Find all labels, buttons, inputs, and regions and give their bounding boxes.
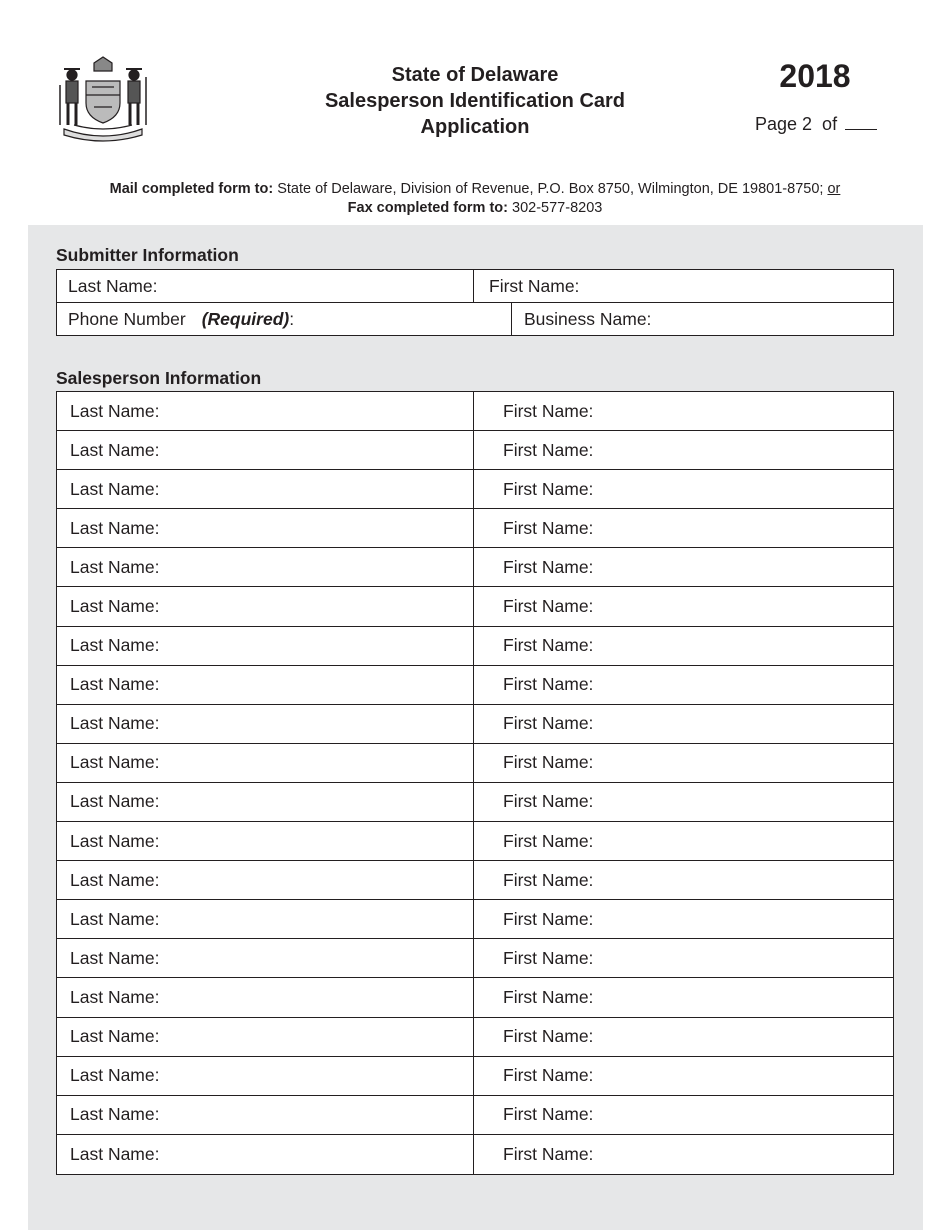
salesperson-last-name-field[interactable] [57, 509, 474, 547]
salesperson-row [57, 1018, 893, 1057]
mail-line [0, 180, 950, 199]
salesperson-first-name-field[interactable] [474, 705, 893, 743]
salesperson-last-name-field[interactable] [57, 978, 474, 1016]
salesperson-first-name-field[interactable] [474, 861, 893, 899]
salesperson-last-name-label: Last Name: [70, 713, 160, 734]
salesperson-last-name-label: Last Name: [70, 908, 160, 929]
salesperson-first-name-label: First Name: [503, 478, 594, 499]
salesperson-first-name-label: First Name: [503, 986, 594, 1007]
salesperson-table [56, 391, 894, 1175]
salesperson-first-name-label: First Name: [503, 791, 594, 812]
salesperson-first-name-label: First Name: [503, 1104, 594, 1125]
salesperson-first-name-field[interactable] [474, 822, 893, 860]
salesperson-row [57, 627, 893, 666]
salesperson-first-name-label: First Name: [503, 752, 594, 773]
mailing-instructions [0, 180, 950, 218]
salesperson-last-name-label: Last Name: [70, 1104, 160, 1125]
salesperson-last-name-field[interactable] [57, 392, 474, 430]
salesperson-last-name-field[interactable] [57, 431, 474, 469]
salesperson-last-name-label: Last Name: [70, 1026, 160, 1047]
title-line-1: State of Delaware [391, 64, 559, 86]
salesperson-first-name-label: First Name: [503, 947, 594, 968]
submitter-row-names [57, 270, 893, 303]
salesperson-first-name-field[interactable] [474, 548, 893, 586]
salesperson-last-name-field[interactable] [57, 744, 474, 782]
submitter-business-name-field[interactable] [512, 303, 893, 335]
salesperson-row [57, 392, 893, 431]
salesperson-first-name-label: First Name: [503, 1065, 594, 1086]
salesperson-first-name-label: First Name: [503, 908, 594, 929]
salesperson-row [57, 548, 893, 587]
salesperson-first-name-label: First Name: [503, 517, 594, 538]
fax-line [0, 199, 950, 218]
salesperson-last-name-label: Last Name: [70, 596, 160, 617]
salesperson-last-name-field[interactable] [57, 1057, 474, 1095]
submitter-last-name-field[interactable] [57, 270, 474, 302]
salesperson-first-name-label: First Name: [503, 713, 594, 734]
submitter-first-name-field[interactable] [474, 270, 893, 302]
salesperson-row [57, 1096, 893, 1135]
salesperson-row [57, 431, 893, 470]
salesperson-last-name-label: Last Name: [70, 1143, 160, 1164]
salesperson-last-name-field[interactable] [57, 1018, 474, 1056]
mail-label: Mail completed form to: [109, 181, 274, 197]
salesperson-last-name-label: Last Name: [70, 439, 160, 460]
salesperson-last-name-label: Last Name: [70, 556, 160, 577]
submitter-phone-field[interactable] [57, 303, 512, 335]
submitter-first-name-label: First Name: [489, 275, 580, 296]
submitter-row-contact [57, 303, 893, 335]
salesperson-row [57, 939, 893, 978]
fax-number: 302-577-8203 [508, 200, 603, 216]
submitter-last-name-label: Last Name: [68, 275, 158, 296]
page-indicator [755, 113, 877, 135]
fax-label: Fax completed form to: [347, 200, 508, 216]
salesperson-first-name-field[interactable] [474, 900, 893, 938]
salesperson-last-name-field[interactable] [57, 900, 474, 938]
salesperson-row [57, 978, 893, 1017]
salesperson-first-name-label: First Name: [503, 1026, 594, 1047]
salesperson-last-name-field[interactable] [57, 1096, 474, 1134]
title-line-3: Application [420, 116, 530, 138]
salesperson-row [57, 666, 893, 705]
salesperson-first-name-field[interactable] [474, 1018, 893, 1056]
salesperson-first-name-field[interactable] [474, 392, 893, 430]
salesperson-last-name-field[interactable] [57, 939, 474, 977]
salesperson-last-name-field[interactable] [57, 1135, 474, 1174]
salesperson-first-name-field[interactable] [474, 1057, 893, 1095]
salesperson-last-name-field[interactable] [57, 822, 474, 860]
salesperson-last-name-label: Last Name: [70, 674, 160, 695]
salesperson-heading: Salesperson Information [56, 368, 262, 388]
phone-required-label: (Required) [201, 308, 290, 329]
salesperson-first-name-label: First Name: [503, 830, 594, 851]
salesperson-last-name-field[interactable] [57, 548, 474, 586]
salesperson-last-name-field[interactable] [57, 783, 474, 821]
salesperson-first-name-field[interactable] [474, 666, 893, 704]
salesperson-last-name-field[interactable] [57, 705, 474, 743]
page-total-blank[interactable] [845, 114, 877, 130]
form-title [260, 62, 690, 140]
salesperson-row [57, 900, 893, 939]
salesperson-row [57, 509, 893, 548]
salesperson-first-name-field[interactable] [474, 509, 893, 547]
salesperson-last-name-label: Last Name: [70, 986, 160, 1007]
submitter-business-name-label: Business Name: [524, 308, 652, 329]
salesperson-row [57, 470, 893, 509]
salesperson-first-name-label: First Name: [503, 556, 594, 577]
salesperson-first-name-label: First Name: [503, 439, 594, 460]
salesperson-first-name-field[interactable] [474, 1135, 893, 1174]
salesperson-first-name-field[interactable] [474, 1096, 893, 1134]
salesperson-first-name-field[interactable] [474, 939, 893, 977]
salesperson-row [57, 744, 893, 783]
salesperson-row [57, 822, 893, 861]
salesperson-last-name-label: Last Name: [70, 830, 160, 851]
salesperson-first-name-label: First Name: [503, 869, 594, 890]
submitter-heading: Submitter Information [56, 245, 239, 265]
salesperson-last-name-label: Last Name: [70, 1065, 160, 1086]
salesperson-last-name-field[interactable] [57, 627, 474, 665]
salesperson-first-name-label: First Name: [503, 596, 594, 617]
salesperson-first-name-label: First Name: [503, 674, 594, 695]
salesperson-last-name-label: Last Name: [70, 752, 160, 773]
salesperson-last-name-label: Last Name: [70, 517, 160, 538]
salesperson-last-name-label: Last Name: [70, 400, 160, 421]
salesperson-first-name-field[interactable] [474, 744, 893, 782]
salesperson-last-name-label: Last Name: [70, 947, 160, 968]
salesperson-first-name-label: First Name: [503, 400, 594, 421]
salesperson-first-name-field[interactable] [474, 431, 893, 469]
salesperson-last-name-field[interactable] [57, 470, 474, 508]
salesperson-last-name-label: Last Name: [70, 635, 160, 656]
page-label: Page 2 of [755, 114, 838, 134]
phone-colon: : [289, 308, 295, 329]
salesperson-first-name-field[interactable] [474, 627, 893, 665]
submitter-phone-label: Phone Number [68, 308, 186, 329]
salesperson-first-name-field[interactable] [474, 587, 893, 625]
salesperson-row [57, 1135, 893, 1174]
salesperson-first-name-field[interactable] [474, 978, 893, 1016]
salesperson-last-name-label: Last Name: [70, 478, 160, 499]
salesperson-row [57, 783, 893, 822]
submitter-table [56, 269, 894, 336]
state-seal-icon [56, 55, 150, 143]
salesperson-last-name-field[interactable] [57, 861, 474, 899]
salesperson-last-name-label: Last Name: [70, 791, 160, 812]
salesperson-last-name-label: Last Name: [70, 869, 160, 890]
salesperson-row [57, 587, 893, 626]
salesperson-first-name-field[interactable] [474, 470, 893, 508]
mail-or: or [827, 181, 841, 197]
salesperson-last-name-field[interactable] [57, 666, 474, 704]
salesperson-first-name-field[interactable] [474, 783, 893, 821]
salesperson-row [57, 861, 893, 900]
form-year: 2018 [779, 58, 851, 94]
salesperson-last-name-field[interactable] [57, 587, 474, 625]
salesperson-first-name-label: First Name: [503, 1143, 594, 1164]
salesperson-row [57, 705, 893, 744]
salesperson-first-name-label: First Name: [503, 635, 594, 656]
mail-address: State of Delaware, Division of Revenue, P.O. Box 8750, Wilmington, DE 19801-8750; [273, 181, 828, 197]
salesperson-row [57, 1057, 893, 1096]
title-line-2: Salesperson Identification Card [324, 90, 626, 112]
